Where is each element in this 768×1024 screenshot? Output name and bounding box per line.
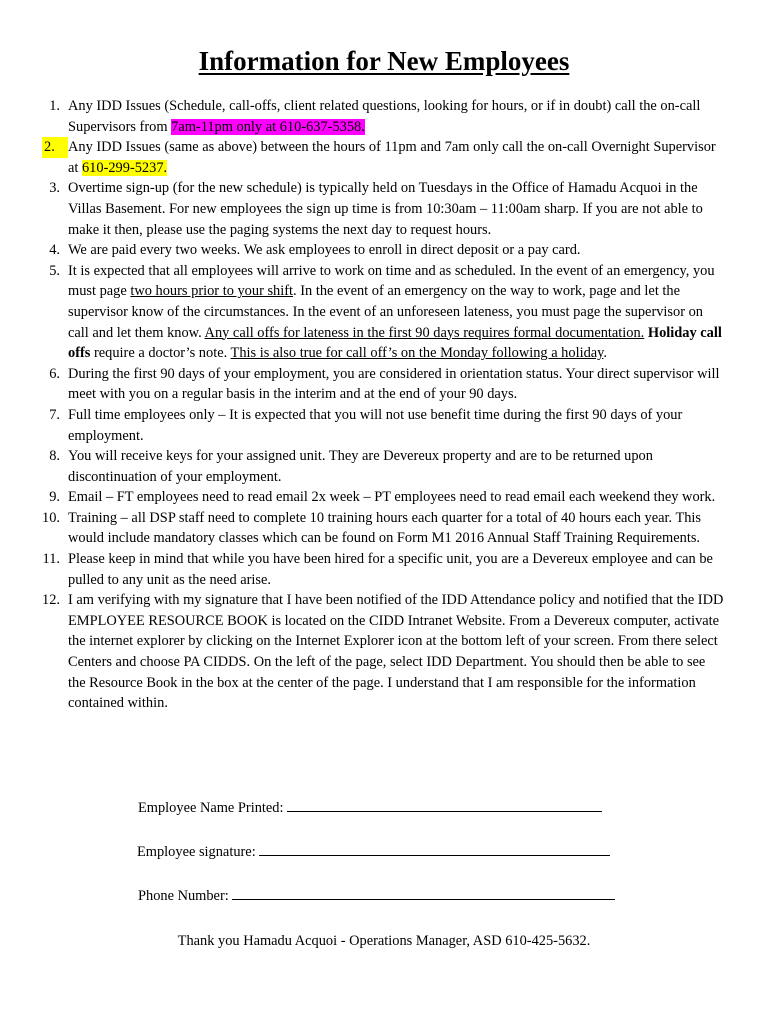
list-item	[36, 364, 726, 405]
item-text: Please keep in mind that while you have been hired for a specific unit, you are a Devereux employee and can be pulled to any unit as the need arise.	[68, 551, 713, 588]
list-item	[36, 508, 726, 549]
item-number: 2.	[42, 137, 68, 158]
employee-signature-field[interactable]	[137, 843, 610, 861]
document-title	[0, 46, 768, 77]
employee-name-line[interactable]	[287, 799, 602, 812]
item-number: 1.	[49, 98, 60, 114]
item-text: . In the event of an emergency on the way to work, page and let the supervisor know of the circumstances. In the event of an unforeseen lateness, you must page the supervisor on call and let them know.	[68, 283, 704, 341]
item-text: It is expected that all employees will arrive to work on time and as scheduled. In the event of an emergency, you must page	[68, 262, 715, 300]
bold-text: Holiday call offs	[68, 324, 722, 362]
phone-number-field[interactable]	[138, 887, 615, 905]
list-item	[36, 590, 726, 714]
item-number: 3.	[49, 180, 60, 197]
underlined-text: This is also true for call off’s on the Monday following a holiday	[230, 345, 604, 362]
info-list	[36, 96, 726, 714]
item-text: Email – FT employees need to read email 2x week – PT employees need to read email each weekend they work.	[68, 489, 716, 506]
employee-signature-line[interactable]	[259, 843, 610, 856]
item-text: I am verifying with my signature that I have been notified of the IDD Attendance policy and notified that the IDD EMPLOYEE RESOURCE BOOK is located on the CIDD Intranet Website. From a Devereux computer, activate the internet explorer by clicking on the Internet Explorer icon at the bottom left of your screen. From there select Centers and choose PA CIDDS. On the left of the page, select IDD Department. You should then be able to see the Resource Book in the box at the center of the page. I understand that I am responsible for the information contained within.	[68, 592, 724, 712]
phone-number-line[interactable]	[232, 887, 615, 900]
item-text: During the first 90 days of your employment, you are considered in orientation status. Your direct supervisor will meet with you on a regular basis in the interim and at the end of your 90 days.	[68, 365, 720, 403]
item-text: Any IDD Issues (same as above) between the hours of 11pm and 7am only call the on-call Overnight Supervisor at	[68, 139, 716, 176]
document-title-text: Information for New Employees	[198, 46, 570, 76]
item-text: Full time employees only – It is expected that you will not use benefit time during the first 90 days of your employment.	[68, 406, 683, 444]
item-text: Training – all DSP staff need to complete 10 training hours each quarter for a total of 40 hours each year. This would include mandatory classes which can be found on Form M1 2016 Annual Staff Training Requirements.	[68, 509, 702, 547]
list-item	[36, 96, 726, 137]
list-item	[36, 178, 726, 240]
item-number: 10.	[42, 509, 60, 526]
item-text: We are paid every two weeks. We ask employees to enroll in direct deposit or a pay card.	[68, 242, 581, 259]
item-number: 12.	[42, 592, 60, 609]
item-text: require a doctor’s note.	[90, 345, 231, 362]
item-number: 6.	[49, 365, 60, 382]
item-text: .	[603, 345, 608, 362]
list-item	[36, 487, 726, 508]
list-item	[36, 137, 726, 178]
item-number: 8.	[49, 448, 60, 465]
underlined-text: Any call offs for lateness in the first 90 days requires formal documentation.	[204, 324, 645, 341]
underlined-text: two hours prior to your shift	[130, 283, 294, 300]
item-text: Overtime sign-up (for the new schedule) is typically held on Tuesdays in the Office of Hamadu Acquoi in the Villas Basement. For new employees the sign up time is from 10:30am – 11:00am sharp. If you are not able to make it then, please use the paging systems the next day to request hours.	[68, 180, 703, 238]
list-item	[36, 240, 726, 261]
item-number: 11.	[42, 551, 60, 568]
highlighted-phone: 610-299-5237.	[81, 159, 168, 176]
highlighted-phone: 7am-11pm only at 610-637-5358.	[171, 118, 365, 135]
thank-you-footer: Thank you Hamadu Acquoi - Operations Manager, ASD 610-425-5632.	[177, 933, 591, 949]
item-number: 5.	[49, 262, 60, 279]
item-number: 9.	[49, 489, 60, 506]
item-number: 4.	[49, 242, 60, 259]
employee-signature-label: Employee signature:	[137, 844, 256, 860]
employee-name-field[interactable]	[138, 799, 602, 817]
phone-number-label: Phone Number:	[138, 888, 229, 904]
list-item	[36, 261, 726, 364]
item-text: Any IDD Issues (Schedule, call-offs, client related questions, looking for hours, or if in doubt) call the on-call Supervisors from	[68, 98, 701, 135]
list-item	[36, 446, 726, 487]
item-number: 7.	[49, 406, 60, 423]
item-text: You will receive keys for your assigned unit. They are Devereux property and are to be returned upon discontinuation of your employment.	[68, 448, 653, 485]
list-item	[36, 549, 726, 590]
employee-name-label: Employee Name Printed:	[138, 800, 284, 816]
list-item	[36, 405, 726, 446]
